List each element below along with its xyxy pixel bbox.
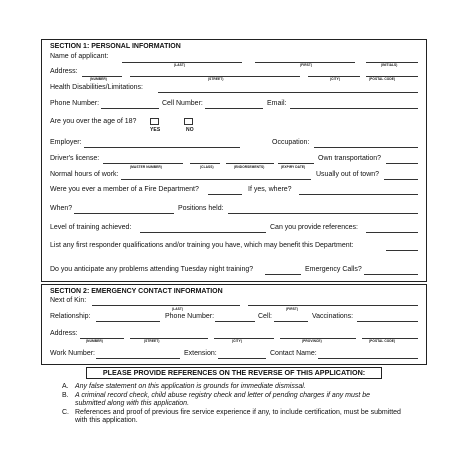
ifyes-label: If yes, where? [248, 186, 292, 193]
work-label: Work Number: [50, 350, 95, 357]
kin-phone-line[interactable] [215, 321, 255, 322]
occupation-line[interactable] [314, 147, 418, 148]
cell-line[interactable] [205, 108, 263, 109]
employer-label: Employer: [50, 139, 82, 146]
note-c-letter: C. [62, 409, 69, 416]
employer-line[interactable] [84, 147, 240, 148]
positions-line[interactable] [228, 213, 418, 214]
phone-line[interactable] [101, 108, 159, 109]
when-label: When? [50, 205, 73, 212]
transport-label: Own transportation? [318, 155, 382, 162]
address-label: Address: [50, 68, 78, 75]
note-a-text: Any false statement on this application is grounds for immediate dismissal. [75, 383, 306, 390]
training-label: Level of training achieved: [50, 224, 132, 231]
license-endorse-line[interactable] [226, 163, 274, 164]
fire-line[interactable] [208, 194, 242, 195]
positions-label: Positions held: [178, 205, 224, 212]
email-label: Email: [267, 100, 287, 107]
vaccinations-label: Vaccinations: [312, 313, 354, 320]
vaccinations-line[interactable] [357, 321, 418, 322]
email-line[interactable] [290, 108, 418, 109]
section2-box [41, 284, 427, 365]
kin-address-sub-street: (STREET) [144, 339, 160, 343]
extension-line[interactable] [218, 358, 266, 359]
when-line[interactable] [74, 213, 174, 214]
note-b-text-1: A criminal record check, child abuse registry check and letter of pending charges if any must be [75, 392, 371, 399]
kin-cell-label: Cell: [258, 313, 273, 320]
relationship-line[interactable] [96, 321, 160, 322]
address-sub-city: (CITY) [330, 77, 340, 81]
age-no-label: NO [186, 127, 194, 133]
address-sub-number: (NUMBER) [90, 77, 107, 81]
references-label: Can you provide references: [270, 224, 358, 231]
kin-sub-first: (FIRST) [286, 307, 299, 311]
extension-label: Extension: [184, 350, 217, 357]
emergency-calls-label: Emergency Calls? [305, 266, 362, 273]
note-c-text-1: References and proof of previous fire service experience if any, to include certification, must be submitted [75, 409, 401, 416]
license-master-line[interactable] [103, 163, 183, 164]
kin-address-sub-postal: (POSTAL CODE) [369, 339, 396, 343]
kin-label: Next of Kin: [50, 297, 87, 304]
note-a-letter: A. [62, 383, 69, 390]
health-line[interactable] [158, 92, 418, 93]
license-sub-endorse: (ENDORSEMENTS) [234, 165, 265, 169]
section1-title: SECTION 1: PERSONAL INFORMATION [50, 43, 181, 50]
fire-label: Were you ever a member of a Fire Department? [50, 186, 199, 193]
license-expiry-line[interactable] [278, 163, 314, 164]
training-line[interactable] [140, 232, 266, 233]
references-banner-text: PLEASE PROVIDE REFERENCES ON THE REVERSE OF THIS APPLICATION: [102, 368, 366, 377]
contact-line[interactable] [318, 358, 418, 359]
kin-phone-label: Phone Number: [165, 313, 215, 320]
kin-sub-last: (LAST) [172, 307, 184, 311]
license-sub-master: (MASTER NUMBER) [130, 165, 162, 169]
section2-title: SECTION 2: EMERGENCY CONTACT INFORMATION [50, 288, 223, 295]
address-sub-street: (STREET) [208, 77, 224, 81]
license-label: Driver's license: [50, 155, 100, 162]
kin-address-city-line[interactable] [214, 338, 274, 339]
name-sub-first: (FIRST) [300, 63, 313, 67]
age-no-checkbox[interactable] [184, 118, 193, 125]
age-yes-label: YES [150, 127, 161, 133]
phone-label: Phone Number: [50, 100, 100, 107]
outoftown-line[interactable] [384, 179, 418, 180]
kin-first-line[interactable] [248, 305, 418, 306]
contact-label: Contact Name: [270, 350, 317, 357]
health-label: Health Disabilities/Limitations: [50, 84, 143, 91]
name-label: Name of applicant: [50, 53, 109, 60]
license-class-line[interactable] [190, 163, 220, 164]
kin-address-street-line[interactable] [130, 338, 208, 339]
address-sub-postal: (POSTAL CODE) [369, 77, 396, 81]
references-line[interactable] [366, 232, 418, 233]
note-b-text-2: submitted along with this application. [75, 400, 190, 407]
name-sub-initials: (INITIALS) [381, 63, 398, 67]
license-sub-class: (CLASS) [200, 165, 214, 169]
problems-label: Do you anticipate any problems attending Tuesday night training? [50, 266, 254, 273]
work-line[interactable] [96, 358, 180, 359]
kin-cell-line[interactable] [274, 321, 308, 322]
kin-address-label: Address: [50, 330, 78, 337]
problems-line[interactable] [265, 274, 301, 275]
license-sub-expiry: (EXPIRY DATE) [281, 165, 306, 169]
cell-label: Cell Number: [162, 100, 203, 107]
ifyes-line[interactable] [299, 194, 418, 195]
outoftown-label: Usually out of town? [316, 171, 380, 178]
hours-line[interactable] [121, 179, 311, 180]
hours-label: Normal hours of work: [50, 171, 119, 178]
emergency-calls-line[interactable] [364, 274, 418, 275]
note-b-letter: B. [62, 392, 69, 399]
responder-label: List any first responder qualifications and/or training you have, which may benefit this Department: [50, 242, 354, 249]
name-sub-last: (LAST) [174, 63, 186, 67]
age-yes-checkbox[interactable] [150, 118, 159, 125]
kin-address-sub-number: (NUMBER) [86, 339, 103, 343]
kin-last-line[interactable] [92, 305, 240, 306]
occupation-label: Occupation: [272, 139, 310, 146]
transport-line[interactable] [386, 163, 418, 164]
kin-address-sub-city: (CITY) [232, 339, 242, 343]
relationship-label: Relationship: [50, 313, 91, 320]
kin-address-sub-province: (PROVINCE) [302, 339, 322, 343]
note-c-text-2: with this application. [75, 417, 138, 424]
age-label: Are you over the age of 18? [50, 118, 137, 125]
responder-line[interactable] [386, 250, 418, 251]
